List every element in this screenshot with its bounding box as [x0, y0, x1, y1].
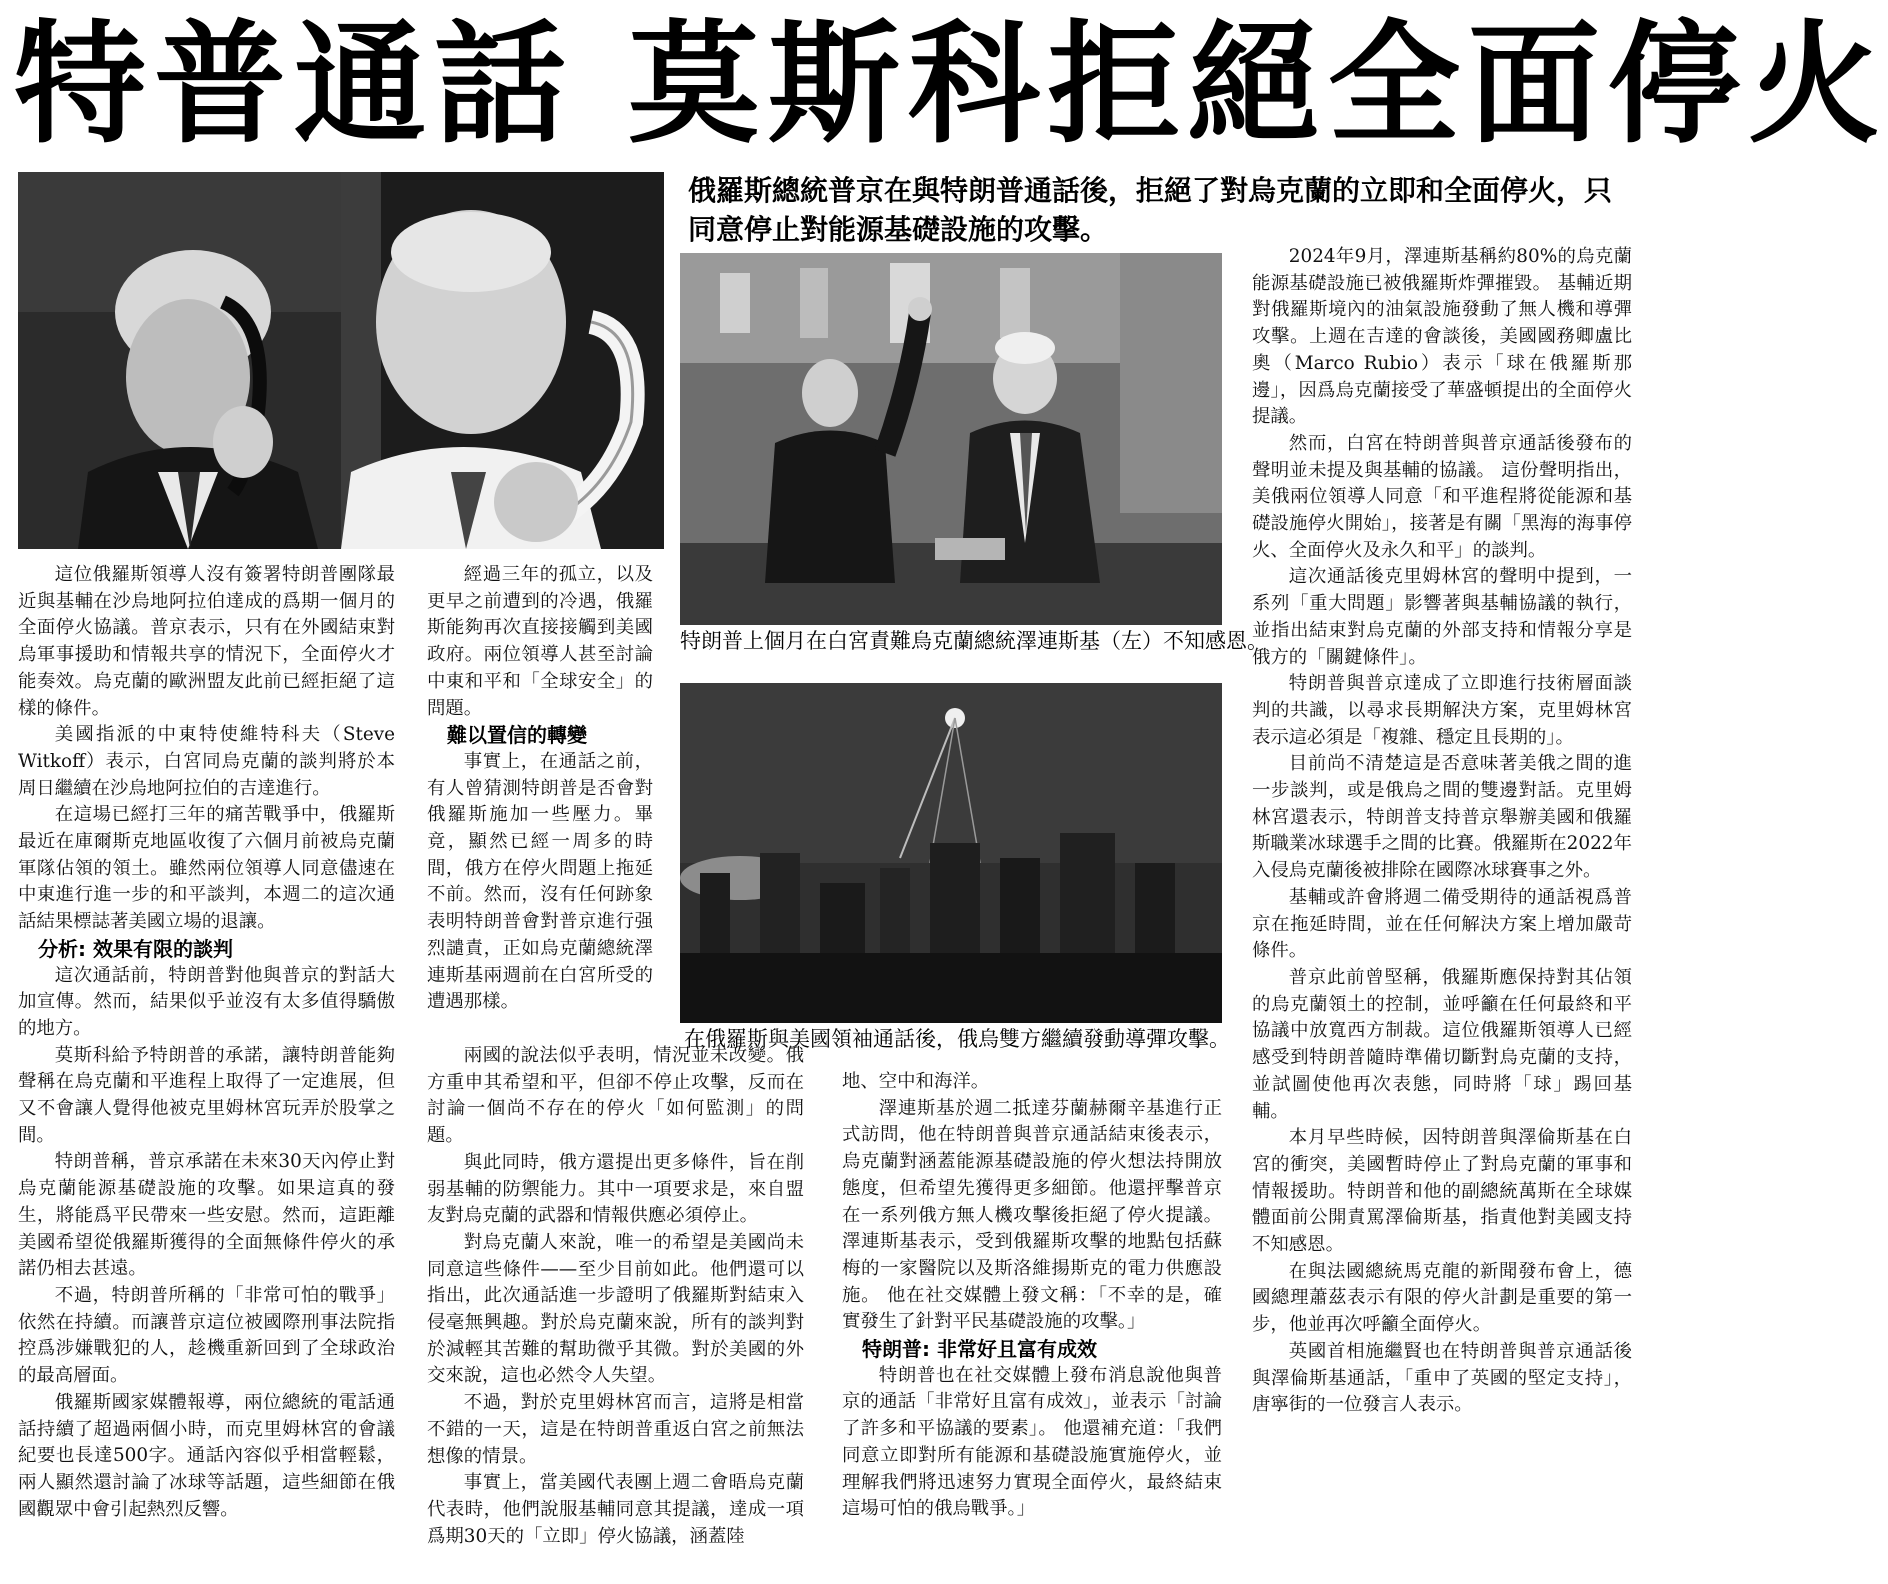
- paragraph: 基輔或許會將週二備受期待的通話視爲普京在拖延時間，並在任何解決方案上增加嚴苛條件。: [1252, 886, 1632, 962]
- paragraph: 這次通話後克里姆林宮的聲明中提到，一系列「重大問題」影響著與基輔協議的執行，並指出結束對烏克蘭的外部支持和情報分享是俄方的「關鍵條件」。: [1252, 566, 1632, 668]
- subheading-trump: 特朗普: 非常好且富有成效: [862, 1337, 1097, 1362]
- paragraph: 事實上，在通話之前，有人曾猜測特朗普是否會對俄羅斯施加一些壓力。畢竟，顯然已經一周多的時間，俄方在停火問題上拖延不前。然而，沒有任何跡象表明特朗普會對普京進行强烈譴責，正如烏克蘭總統澤連斯基兩週前在白宮所受的遭遇那樣。: [427, 750, 653, 1013]
- paragraph: 特朗普與普京達成了立即進行技術層面談判的共識，以尋求長期解決方案，克里姆林宮表示這必須是「複雜、穩定且長期的」。: [1252, 673, 1632, 748]
- paragraph: 與此同時，俄方還提出更多條件，旨在削弱基輔的防禦能力。其中一項要求是，來自盟友對烏克蘭的武器和情報供應必須停止。: [427, 1151, 804, 1227]
- paragraph: 對烏克蘭人來說，唯一的希望是美國尚未同意這些條件——至少目前如此。他們還可以指出，此次通話進一步證明了俄羅斯對結束入侵毫無興趣。對於烏克蘭來說，所有的談判對於減輕其苦難的幫助微乎其微。對於美國的外交來說，這也必然令人失望。: [427, 1231, 804, 1387]
- paragraph: 澤連斯基於週二抵達芬蘭赫爾辛基進行正式訪問，他在特朗普與普京通話結束後表示，烏克蘭對涵蓋能源基礎設施的停火想法持開放態度，但希望先獲得更多細節。他還抨擊普京在一系列俄方無人機攻擊後拒絕了停火提議。澤連斯基表示，受到俄羅斯攻擊的地點包括蘇梅的一家醫院以及斯洛維揚斯克的電力供應設施。 他在社交媒體上發文稱：「不幸的是，確實發生了針對平民基礎設施的攻擊。」: [842, 1097, 1222, 1333]
- paragraph: 經過三年的孤立，以及更早之前遭到的冷遇，俄羅斯能夠再次直接接觸到美國政府。兩位領導人甚至討論中東和平和「全球安全」的問題。: [427, 564, 653, 719]
- paragraph: 美國指派的中東特使維特科夫（Steve Witkoff）表示，白宮同烏克蘭的談判將於本周日繼續在沙烏地阿拉伯的吉達進行。: [18, 724, 395, 799]
- paragraph: 然而，白宮在特朗普與普京通話後發布的聲明並未提及與基輔的協議。 這份聲明指出，美俄兩位領導人同意「和平進程將從能源和基礎設施停火開始」，接著是有關「黑海的海事停火、全面停火及永久和平」的談判。: [1252, 432, 1632, 561]
- caption-white-house: 特朗普上個月在白宮責難烏克蘭總統澤連斯基（左）不知感恩。: [680, 629, 1268, 653]
- paragraph: 普京此前曾堅稱，俄羅斯應保持對其佔領的烏克蘭領土的控制，並呼籲在任何最終和平協議中放寬西方制裁。這位俄羅斯領導人已經感受到特朗普隨時準備切斷對烏克蘭的支持，並試圖使他再次表態，同時將「球」踢回基輔。: [1252, 966, 1632, 1122]
- paragraph: 俄羅斯國家媒體報導，兩位總統的電話通話持續了超過兩個小時，而克里姆林宮的會議紀要也長達500字。通話內容似乎相當輕鬆，兩人顯然還討論了冰球等話題，這些細節在俄國觀眾中會引起熱烈反響。: [18, 1391, 395, 1520]
- paragraph: 莫斯科給予特朗普的承諾，讓特朗普能夠聲稱在烏克蘭和平進程上取得了一定進展，但又不會讓人覺得他被克里姆林宮玩弄於股掌之間。: [18, 1044, 395, 1146]
- photo-trump-phone: [18, 172, 341, 549]
- headline: 特普通話 莫斯科拒絕全面停火: [14, 8, 1888, 162]
- paragraph: 目前尚不清楚這是否意味著美俄之間的進一步談判，或是俄烏之間的雙邊對話。克里姆林宮還表示，特朗普支持普京舉辦美國和俄羅斯職業冰球選手之間的比賽。俄羅斯在2022年入侵烏克蘭後被排除在國際冰球賽事之外。: [1252, 753, 1632, 882]
- photo-missile-night: [680, 683, 1222, 1023]
- paragraph: 不過，特朗普所稱的「非常可怕的戰爭」依然在持續。而讓普京這位被國際刑事法院指控爲涉嫌戰犯的人，趁機重新回到了全球政治的最高層面。: [18, 1284, 395, 1387]
- subheading-analysis: 分析: 效果有限的談判: [38, 936, 233, 961]
- paragraph: 兩國的說法似乎表明，情況並未改變。俄方重申其希望和平，但卻不停止攻擊，反而在討論一個尚不存在的停火「如何監測」的問題。: [427, 1045, 804, 1147]
- paragraph: 不過，對於克里姆林宮而言，這將是相當不錯的一天，這是在特朗普重返白宮之前無法想像的情景。: [427, 1392, 804, 1467]
- paragraph: 地、空中和海洋。: [842, 1071, 990, 1092]
- paragraph: 在與法國總統馬克龍的新聞發布會上，德國總理蕭茲表示有限的停火計劃是重要的第一步，他並再次呼籲全面停火。: [1252, 1260, 1632, 1336]
- paragraph: 特朗普稱，普京承諾在未來30天內停止對烏克蘭能源基礎設施的攻擊。如果這真的發生，將能爲平民帶來一些安慰。然而，這距離美國希望從俄羅斯獲得的全面無條件停火的承諾仍相去甚遠。: [18, 1151, 395, 1280]
- subheading-shift: 難以置信的轉變: [447, 723, 587, 748]
- article-column-1: [18, 562, 395, 1582]
- photo-white-house-meeting: [680, 253, 1222, 625]
- paragraph: 這次通話前，特朗普對他與普京的對話大加宣傳。然而，結果似乎並沒有太多值得驕傲的地方。: [18, 964, 395, 1039]
- paragraph: 英國首相施繼賢也在特朗普與普京通話後與澤倫斯基通話，「重申了英國的堅定支持」，唐寧街的一位發言人表示。: [1252, 1340, 1632, 1416]
- photo-putin-phone: [341, 172, 664, 549]
- paragraph: 事實上，當美國代表團上週二會晤烏克蘭代表時，他們說服基輔同意其提議，達成一項爲期30天的「立即」停火協議，涵蓋陸: [427, 1472, 804, 1547]
- paragraph: 本月早些時候，因特朗普與澤倫斯基在白宮的衝突，美國暫時停止了對烏克蘭的軍事和情報援助。特朗普和他的副總統萬斯在全球媒體面前公開責罵澤倫斯基，指責他對美國支持不知感恩。: [1252, 1127, 1632, 1256]
- caption-missiles: 在俄羅斯與美國領袖通話後，俄烏雙方繼續發動導彈攻擊。: [684, 1027, 1230, 1051]
- article-column-4: [1252, 244, 1632, 1582]
- article-column-2: [427, 562, 653, 1036]
- paragraph: 特朗普也在社交媒體上發布消息說他與普京的通話「非常好且富有成效」，並表示「討論了許多和平協議的要素」。 他還補充道：「我們同意立即對所有能源和基礎設施實施停火，並理解我們將迅速努力實現全面停火，最終結束這場可怕的俄烏戰爭。」: [842, 1364, 1222, 1520]
- subhead: 俄羅斯總統普京在與特朗普通話後，拒絕了對烏克蘭的立即和全面停火，只同意停止對能源基礎設施的攻擊。: [688, 174, 1613, 246]
- article-column-3: [842, 1069, 1222, 1582]
- paragraph: 這位俄羅斯領導人沒有簽署特朗普團隊最近與基輔在沙烏地阿拉伯達成的爲期一個月的全面停火協議。普京表示，只有在外國結束對烏軍事援助和情報共享的情況下，全面停火才能奏效。烏克蘭的歐洲盟友此前已經拒絕了這樣的條件。: [18, 564, 395, 719]
- paragraph: 2024年9月，澤連斯基稱約80%的烏克蘭能源基礎設施已被俄羅斯炸彈摧毀。 基輔近期對俄羅斯境內的油氣設施發動了無人機和導彈攻擊。上週在吉達的會談後，美國國務卿盧比奧（Marco Rubio）表示「球在俄羅斯那邊」，因爲烏克蘭接受了華盛頓提出的全面停火提議。: [1252, 246, 1632, 428]
- article-column-2-lower: [427, 1043, 804, 1582]
- paragraph: 在這場已經打三年的痛苦戰爭中，俄羅斯最近在庫爾斯克地區收復了六個月前被烏克蘭軍隊佔領的領土。雖然兩位領導人同意儘速在中東進行進一步的和平談判，本週二的這次通話結果標誌著美國立場的退讓。: [18, 804, 395, 933]
